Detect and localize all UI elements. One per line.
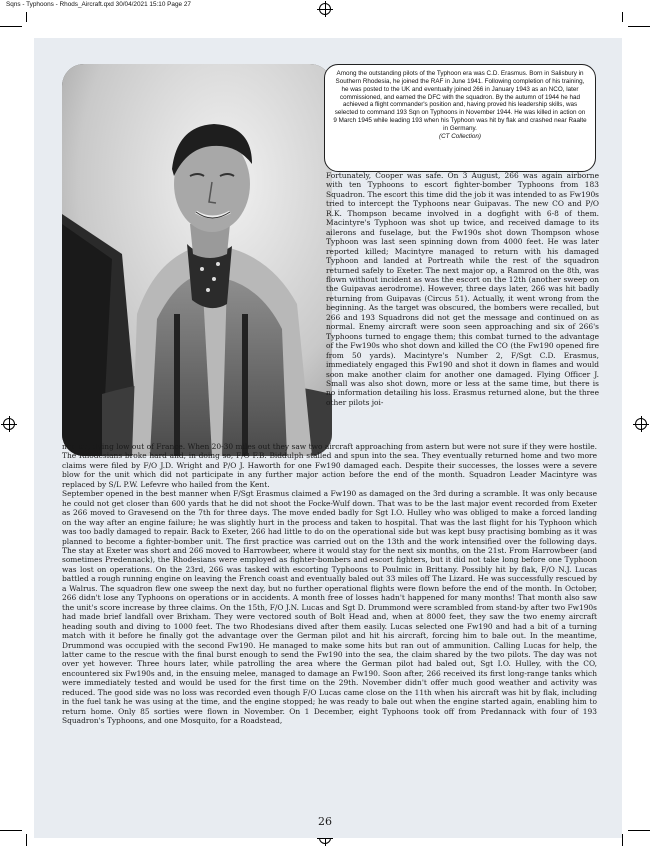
crop-mark bbox=[628, 830, 650, 831]
crop-mark bbox=[26, 12, 27, 22]
crop-mark bbox=[622, 834, 623, 846]
crop-mark bbox=[0, 830, 22, 831]
registration-mark-top bbox=[319, 3, 331, 15]
column-text-block bbox=[326, 171, 599, 407]
crop-mark bbox=[628, 26, 650, 27]
crop-mark bbox=[622, 12, 623, 22]
body-paragraph: September opened in the best manner when F/Sgt Erasmus claimed a Fw190 as damaged on the 3rd during a scramble. It was only because he could not get closer than 600 yards that he did not shoot the Focke-Wulf down. That was to be the last major event recorded from Exeter as 266 moved to Gravesend on the 7th for three days. The move ended badly for Sgt I.O. Hulley who was obliged to make a forced landing on the way after an engine failure; he was slightly hurt in the process and taken to hospital. That was the last flight for his Typhoon which was too badly damaged to repair. Back to Exeter, 266 had little to do on the operational side but was kept busy practising bombing as it was planned to become a fighter-bomber unit. The first practice was carried out on the 13th and the work intensified over the following days. The stay at Exeter was short and 266 moved to Harrowbeer, where it would stay for the next six months, on the 21st. From Harrowbeer (and sometimes Predennack), the Rhodesians were employed as fighter-bombers and escort fighters, but it did not take long before one Typhoon was lost on operations. On the 23rd, 266 was tasked with escorting Typhoons to Poulmic in Brittany. Possibly hit by flak, F/O N.J. Lucas battled a rough running engine on leaving the French coast and eventually baled out 33 miles off The Lizard. He was successfully rescued by a Walrus. The squadron flew one sweep the next day, but no further operational flights were flown before the end of the month. In October, 266 didn't lose any Typhoons on operations or in accidents. A month free of losses hadn't happened for many months! That month also saw the unit's score increase by three claims. On the 15th, F/O J.N. Lucas and Sgt D. Drummond were scrambled from stand-by after two Fw190s had made brief landfall over Brixham. They were vectored south of Bolt Head and, when at 8000 feet, they saw the two enemy aircraft heading south and diving to 1000 feet. The two Rhodesians dived after them easily. Lucas selected one Fw190 and had a bit of a turning match with it before he finally got the advantage over the German pilot and hit his aircraft, forcing him to bale out. In the meantime, Drummond was occupied with the second Fw190. He managed to make some hits but ran out of ammunition. Calling Lucas for help, the latter came to the rescue with the final burst enough to send the Fw190 into the sea, the claim shared by the two pilots. The day was not over yet however. Three hours later, while patrolling the area where the German pilot had baled out, Sgt I.O. Hulley, with the CO, encountered six Fw190s and, in the ensuing melee, managed to damage an Fw190. Soon after, 266 received its first long-range tanks which were immediately tested and would be used for the first time on the 29th. November didn't offer much good weather and activity was reduced. The good side was no loss was recorded even though F/O Lucas came close on the 11th when his aircraft was hit by flak, including in the fuel tank he was using at the time, and the engine stopped; he was ready to bale out when the engine started again, enabling him to return home. Only 85 sorties were flown in November. On 1 December, eight Typhoons took off from Predannack with four of 193 Squadron's Typhoons, and one Mosquito, for a Roadstead, bbox=[62, 489, 597, 726]
column-paragraph: Fortunately, Cooper was safe. On 3 August, 266 was again airborne with ten Typhoons to escort fighter-bomber Typhoons from 183 Squadron. The escort this time did the job it was intended to as Fw190s tried to intercept the Typhoons near Guipavas. The new CO and P/O R.K. Thompson became involved in a dogfight with 6-8 of them. Macintyre's Typhoon was shot up twice, and received damage to its ailerons and fuselage, but the Fw190s shot down Thompson whose Typhoon was last seen spinning down from 4000 feet. He was later reported killed; Macintyre managed to return with his damaged Typhoon and landed at Portreath while the rest of the squadron returned safely to Exeter. The next major op, a Ramrod on the 8th, was flown without incident as was the escort on the 12th (another sweep on the Guipavas aerodrome). However, three days later, 266 was hit badly returning from Guipavas (Circus 51). Actually, it went wrong from the beginning. As the target was obscured, the bombers were recalled, but 266 and 193 Squadrons did not get the message and continued on as normal. Enemy aircraft were soon seen approaching and six of 266's Typhoons turned to engage them; this combat turned to the advantage of the Fw190s who shot down and killed the CO (the Fw190 opened fire from 50 yards). Macintyre's Number 2, F/Sgt C.D. Erasmus, immediately engaged this Fw190 and shot it down in flames and would soon make another claim for another one damaged. Flying Officer J. Small was also shot down, more or less at the same time, but there is no information detailing his loss. Erasmus returned alone, but the three other pilots joi- bbox=[326, 171, 599, 407]
photo-caption bbox=[324, 64, 596, 172]
body-text-block bbox=[62, 442, 597, 726]
file-slug: Sqns - Typhoons - Rhods_Aircraft.qxd 30/04/2021 15:10 Page 27 bbox=[6, 1, 191, 8]
crop-mark bbox=[26, 834, 27, 846]
crop-mark bbox=[0, 26, 22, 27]
page-number: 26 bbox=[318, 815, 332, 828]
pilot-photograph bbox=[62, 64, 332, 456]
caption-credit: (CT Collection) bbox=[439, 132, 481, 140]
body-paragraph: ned up, flying low out of France. When 20-30 miles out they saw two aircraft approaching from astern but were not sure if they were hostile. The Rhodesians broke hard and, in doing so, F/O F.B. Biddulph stalled and spun into the sea. They eventually returned home and two more claims were filed by F/O J.D. Wright and P/O J. Haworth for one Fw190 damaged each. Despite their successes, the losses were a severe blow for the unit which did not participate in any further major action before the end of the month. Squadron Leader Macintyre was replaced by S/L P.W. Lefevre who hailed from the Kent. bbox=[62, 442, 597, 489]
registration-mark-right bbox=[635, 418, 647, 430]
pilot-photo-illustration bbox=[62, 64, 332, 456]
caption-text: Among the outstanding pilots of the Typhoon era was C.D. Erasmus. Born in Salisbury in Southern Rhodesia, he joined the RAF in June 1941. Following completion of his training, he was posted to the UK and eventually joined 266 in January 1943 as an NCO, later commissioned, and earned the DFC with the squadron. By the autumn of 1944 he had achieved a flight commander's position and, having proved his leadership skills, was selected to command 193 Sqn on Typhoons in November 1944. He was killed in action on 9 March 1945 while leading 193 when his Typhoon was hit by flak and crashed near Raalte in Germany. bbox=[333, 70, 587, 132]
registration-mark-left bbox=[3, 418, 15, 430]
